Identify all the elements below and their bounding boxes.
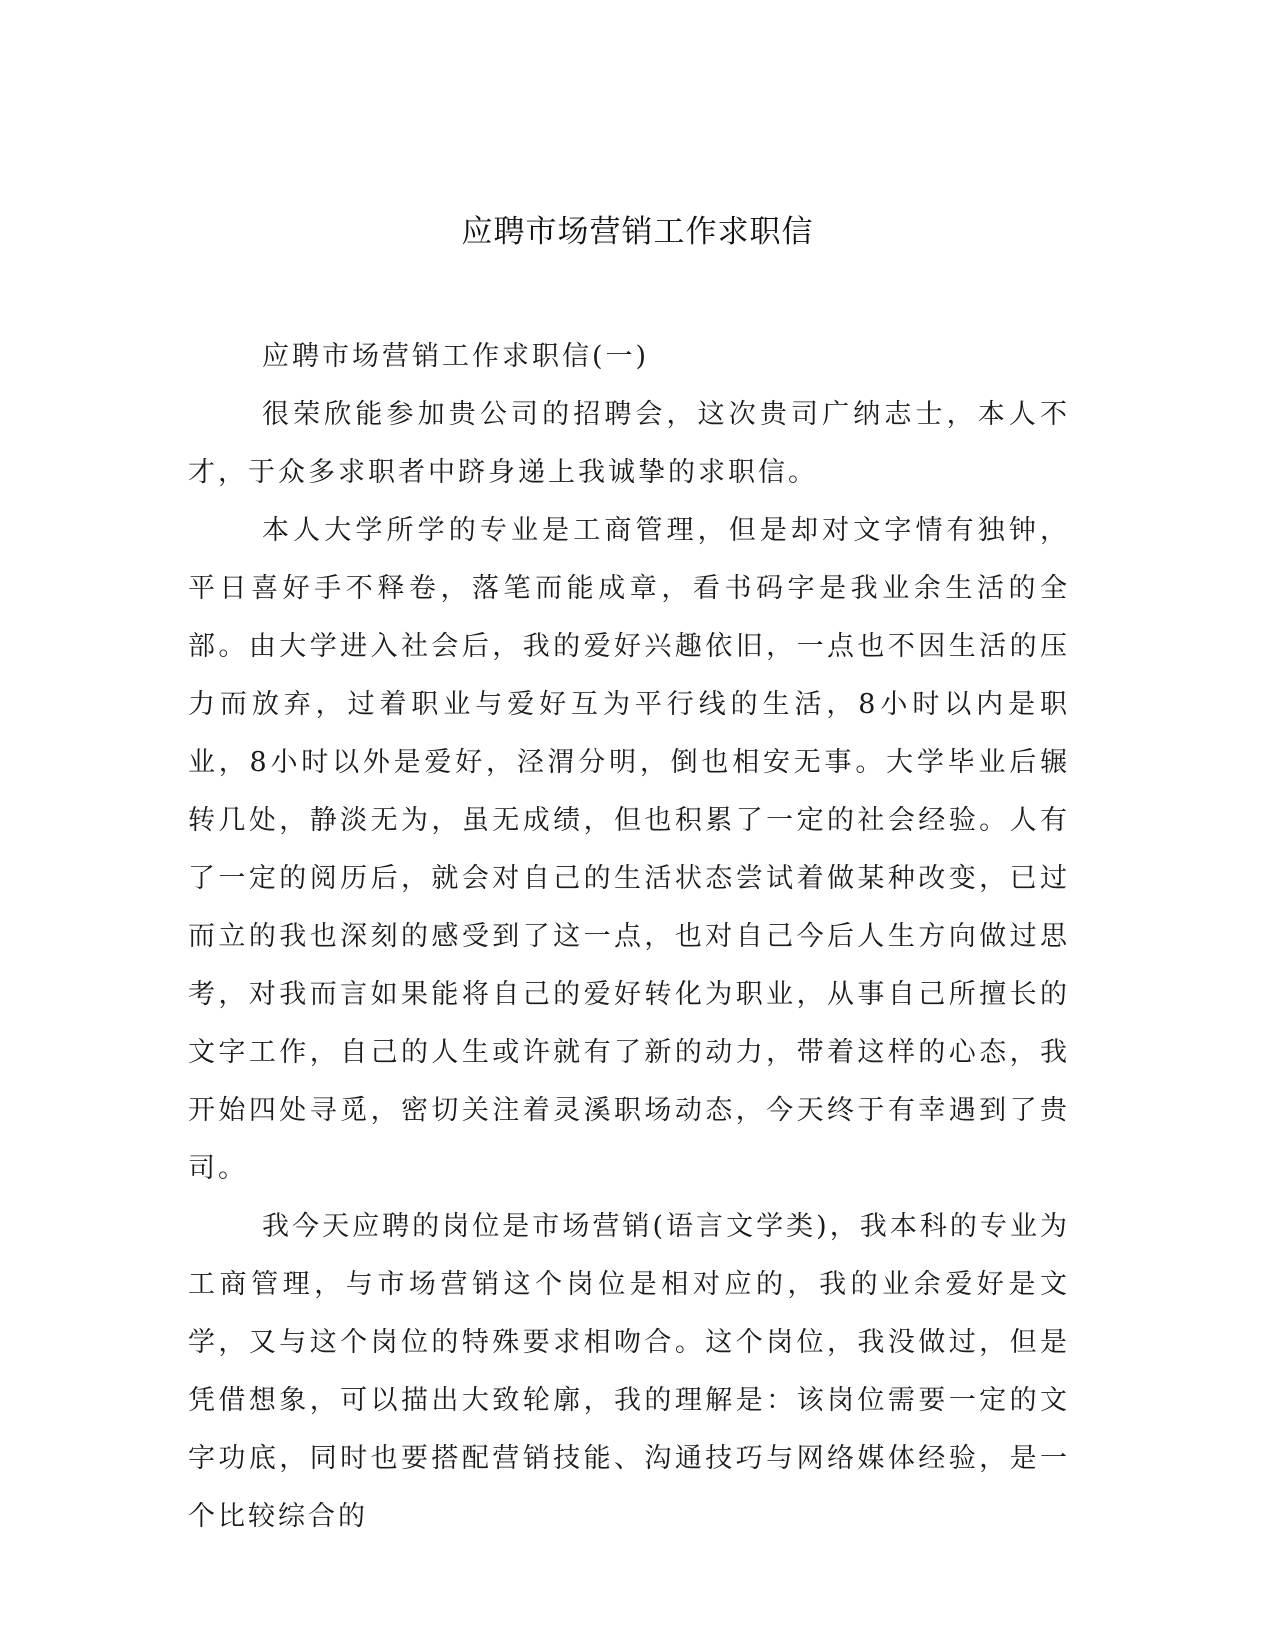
paragraph-1: 很荣欣能参加贵公司的招聘会，这次贵司广纳志士，本人不才，于众多求职者中跻身递上我诚挚的求职信。 [188,399,1070,488]
paragraph-3: 我今天应聘的岗位是市场营销(语言文学类)，我本科的专业为工商管理，与市场营销这个岗位是相对应的，我的业余爱好是文学，又与这个岗位的特殊要求相吻合。这个岗位，我没做过，但是凭借想象，可以描出大致轮廓，我的理解是：该岗位需要一定的文字功底，同时也要搭配营销技能、沟通技巧与网络媒体经验，是一个比较综合的 [188,1211,1070,1532]
document-body [188,328,1070,1546]
document-title: 应聘市场营销工作求职信 [461,214,814,250]
paragraph-2: 本人大学所学的专业是工商管理，但是却对文字情有独钟，平日喜好手不释卷，落笔而能成章，看书码字是我业余生活的全部。由大学进入社会后，我的爱好兴趣依旧，一点也不因生活的压力而放弃，过着职业与爱好互为平行线的生活，8小时以内是职业，8小时以外是爱好，泾渭分明，倒也相安无事。大学毕业后辗转几处，静淡无为，虽无成绩，但也积累了一定的社会经验。人有了一定的阅历后，就会对自己的生活状态尝试着做某种改变，已过而立的我也深刻的感受到了这一点，也对自己今后人生方向做过思考，对我而言如果能将自己的爱好转化为职业，从事自己所擅长的文字工作，自己的人生或许就有了新的动力，带着这样的心态，我开始四处寻觅，密切关注着灵溪职场动态，今天终于有幸遇到了贵司。 [188,515,1070,1184]
section-heading: 应聘市场营销工作求职信(一) [262,341,650,372]
